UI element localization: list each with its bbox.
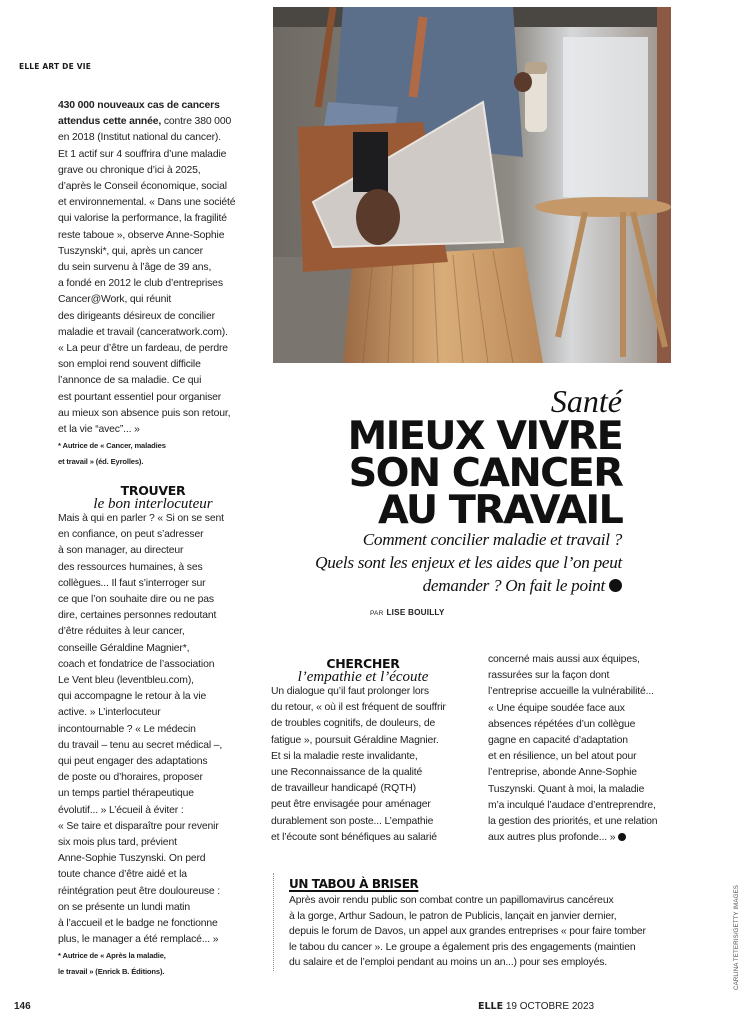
text-line: Le Vent bleu (leventbleu.com), <box>58 675 194 687</box>
trouver-footnote: * Autrice de « Après la maladie, le travail » (Enrick B. Éditions). <box>58 951 166 977</box>
chercher-kicker: CHERCHER <box>326 656 400 671</box>
text-line: maladie et travail (canceratwork.com). <box>58 326 228 338</box>
text-line: d’après le Conseil économique, social <box>58 181 227 193</box>
text-line: Mais à qui en parler ? « Si on se sent <box>58 513 224 524</box>
text-line: d’être réduites à leur cancer, <box>58 626 185 638</box>
photo-credit: CARLINA TETERIS/GETTY IMAGES <box>733 884 740 990</box>
text-line: à son manager, au directeur <box>58 545 184 557</box>
text-line: rassurées sur la façon dont <box>488 670 610 682</box>
text-line: est pourtant essentiel pour organiser <box>58 391 222 403</box>
text-line: au mieux son absence puis son retour, <box>58 407 231 419</box>
text-line: Et si la maladie reste invalidante, <box>271 750 418 762</box>
dek-line: Quels sont les enjeux et les aides que l’on peut <box>315 553 622 572</box>
text-line: en 2018 (Institut national du cancer). <box>58 132 221 144</box>
byline-prefix: PAR <box>370 610 384 617</box>
text-line: coach et fondatrice de l’association <box>58 658 215 670</box>
text-line: Après avoir rendu public son combat contre un papillomavirus cancéreux <box>289 895 614 906</box>
trouver-subtitle: le bon interlocuteur <box>93 496 213 512</box>
text-line: de troubles cognitifs, de douleurs, de <box>271 718 436 730</box>
intro-paragraph <box>58 130 235 438</box>
trouver-kicker: TROUVER <box>120 483 186 498</box>
box-paragraph <box>289 893 646 971</box>
text-line: toute chance d’être aidé et la <box>58 869 187 881</box>
dek-line: demander ? On fait le point <box>315 574 622 597</box>
text-line: de travailleur handicapé (RQTH) <box>271 783 416 795</box>
text-line: du sein survenu à l’âge de 39 ans, <box>58 262 212 274</box>
text-line: durablement son poste... L’empathie <box>271 815 434 827</box>
text-line: Cancer@Work, qui réunit <box>58 294 172 306</box>
magazine-date <box>478 1001 594 1012</box>
text-line: m’a inculqué l’audace d’entreprendre, <box>488 799 656 811</box>
text-line: des dirigeants désireux de concilier <box>58 310 215 322</box>
text-line: concerné mais aussi aux équipes, <box>488 654 640 665</box>
text-line: et l’écoute sont bénéfiques au salarié <box>271 831 437 843</box>
text-line: et en résilience, un bel atout pour <box>488 751 637 763</box>
text-line: gagne en capacité d’adaptation <box>488 735 628 747</box>
box-title: UN TABOU À BRISER <box>289 877 419 891</box>
text-line: dire, certaines personnes redoutant <box>58 610 217 622</box>
end-bullet-icon <box>618 833 626 841</box>
text-line: plus, le manager a été remplacé... » <box>58 934 219 946</box>
page-number: 146 <box>14 1001 31 1012</box>
text-line: du travail – tenu au secret médical –, <box>58 739 223 751</box>
text-line: ce que l’on souhaite dire ou ne pas <box>58 594 214 606</box>
text-line: des ressources humaines, à ses <box>58 561 203 573</box>
text-line: à l’accueil et le badge ne fonctionne <box>58 918 218 930</box>
text-line: qui valorise la performance, la fragilité <box>58 213 227 225</box>
chercher-heading <box>268 657 458 685</box>
text-line: à la gorge, Arthur Sadoun, le patron de Publicis, lançait en janvier dernier, <box>289 910 617 922</box>
byline-author: LISE BOUILLY <box>386 608 445 617</box>
trouver-heading <box>58 484 248 512</box>
text-line: « Se taire et disparaître pour revenir <box>58 820 219 832</box>
intro-lead-line: attendus cette année, contre 380 000 <box>58 116 232 128</box>
text-line: un temps partiel thérapeutique <box>58 788 194 800</box>
text-line: Un dialogue qu’il faut prolonger lors <box>271 686 429 697</box>
section-tag: ELLE ART DE VIE <box>19 62 92 71</box>
text-line: en confiance, on peut s’adresser <box>58 529 204 541</box>
text-line: la gestion des priorités, et une relation <box>488 816 658 828</box>
text-line: l’annonce de sa maladie. Ce qui <box>58 375 202 387</box>
text-line: qui peut engager des adaptations <box>58 756 208 768</box>
text-line: et environnemental. « Dans une société <box>58 197 236 209</box>
trouver-paragraph <box>58 511 224 948</box>
text-line: une Reconnaissance de la qualité <box>271 767 423 779</box>
text-line: absences répétées d’un collègue <box>488 718 636 730</box>
text-line: six mois plus tard, prévient <box>58 837 177 849</box>
text-line: « Une équipe soudée face aux <box>488 702 625 714</box>
byline <box>370 608 445 617</box>
text-line: grave ou chronique d’ici à 2025, <box>58 164 201 176</box>
chercher-text-col2 <box>488 652 657 846</box>
text-line: depuis le forum de Davos, un appel aux grandes entreprises « pour faire tomber <box>289 926 646 938</box>
intro-lead-line: 430 000 nouveaux cas de cancers <box>58 100 220 111</box>
text-line: aux autres plus profonde... » <box>488 830 657 846</box>
text-line: a fondé en 2012 le club d’entreprises <box>58 278 223 290</box>
text-line: Tuszynski. Quant à moi, la maladie <box>488 783 645 795</box>
box-rule <box>273 873 274 971</box>
chercher-paragraph <box>488 652 657 846</box>
trouver-text <box>58 511 224 980</box>
intro-footnote: * Autrice de « Cancer, maladies et travail » (éd. Eyrolles). <box>58 441 166 467</box>
title-line: AU TRAVAIL <box>377 488 622 533</box>
text-line: Et 1 actif sur 4 souffrira d’une maladie <box>58 148 227 160</box>
text-line: Tuszynski*, qui, après un cancer <box>58 245 203 257</box>
dek <box>315 528 622 597</box>
text-line: du salaire et de l’emploi pendant au moins un an...) pour ses employés. <box>289 957 608 969</box>
chercher-subtitle: l’empathie et l’écoute <box>297 669 429 685</box>
text-line: réintégration peut être douloureuse : <box>58 885 220 897</box>
text-line: son emploi rend souvent difficile <box>58 359 201 371</box>
text-line: on se présente un lundi matin <box>58 901 190 913</box>
text-line: du retour, « où il est fréquent de souffrir <box>271 702 446 714</box>
intro-text <box>58 98 235 470</box>
text-line: active. » L’interlocuteur <box>58 707 161 719</box>
text-line: reste taboue », observe Anne-Sophie <box>58 229 225 241</box>
text-line: peut être envisagée pour aménager <box>271 799 431 811</box>
text-line: et la vie “avec”... » <box>58 424 140 436</box>
article-headline <box>347 383 622 533</box>
text-line: qui accompagne le retour à la vie <box>58 691 207 703</box>
hero-photo <box>273 7 671 363</box>
text-line: incontournable ? « Le médecin <box>58 723 196 735</box>
title-line: SON CANCER <box>348 451 622 496</box>
text-line: de poste ou d’horaires, proposer <box>58 772 203 784</box>
text-line: le tabou du cancer ». Le groupe a également pris des engagements (maintien <box>289 941 636 953</box>
text-line: « La peur d’être un fardeau, de perdre <box>58 343 228 355</box>
chercher-text-col1 <box>271 684 446 846</box>
hero-photo-illustration <box>273 7 671 363</box>
text-line: conseille Géraldine Magnier*, <box>58 642 190 654</box>
end-bullet-icon <box>609 579 622 592</box>
box-text <box>289 893 646 971</box>
dek-line: Comment concilier maladie et travail ? <box>362 530 622 549</box>
issue-date: 19 OCTOBRE 2023 <box>505 1001 595 1012</box>
text-line: Anne-Sophie Tuszynski. On perd <box>58 853 206 865</box>
text-line: fatigue », poursuit Géraldine Magnier. <box>271 734 439 746</box>
chercher-paragraph <box>271 684 446 846</box>
text-line: l’entreprise accueille la vulnérabilité... <box>488 686 654 698</box>
rubric: Santé <box>550 383 622 419</box>
text-line: collègues... Il faut s’interroger sur <box>58 577 206 589</box>
title-line: MIEUX VIVRE <box>347 414 622 459</box>
text-line: évolutif... » L’écueil à éviter : <box>58 804 184 816</box>
magazine-name: ELLE <box>478 1001 504 1012</box>
text-line: l’entreprise, abonde Anne-Sophie <box>488 767 637 779</box>
